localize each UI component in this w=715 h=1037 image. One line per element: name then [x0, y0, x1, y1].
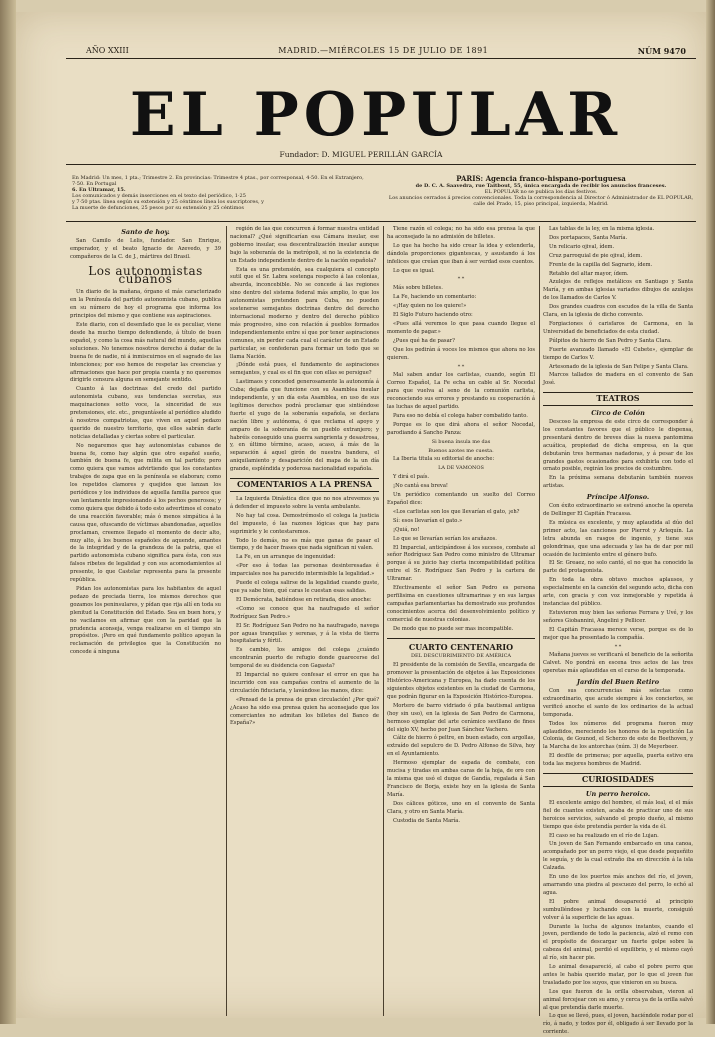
commentary-paragraph: Puede el colega salirse de la legalidad cuando guste, que ya sabe bien, qué caras le cuestan esas salidas.: [230, 580, 379, 594]
column-2: [230, 226, 379, 1016]
list-item: Frente de la capilla del Sagrario, ídem.: [549, 261, 653, 268]
list-item: Cruz parroquial de pie ojival, ídem.: [549, 252, 643, 259]
article-paragraph: Lo que se llevó, pues, el joven, haciéndole rodar por el río, á nado, y todos por él, obligado á ser llevado por la corriente.: [543, 1013, 693, 1036]
article-paragraph: Un periódico comentando un suelto del Correo Español dice:: [387, 492, 535, 506]
top-rule: [66, 58, 696, 59]
commentary-paragraph: El Sr. Rodríguez San Pedro no ha naufragado, navega por aguas tranquilas y serenas, y á la vista de tierra hospitalaria y fértil.: [230, 622, 379, 645]
section-rule: [387, 638, 535, 639]
place-date: MADRID.—MIÉRCOLES 15 DE JULIO DE 1891: [278, 46, 489, 55]
article-paragraph: Durante la lucha de algunos instantes, cuando el joven, perdiendo de todo la paciencia, alzó el remo con el propósito de descargar un fuerte golpe sobre la cabeza del animal, perdió el equilibrio, y el mismo cayó al río, sin hacer pie.: [543, 923, 693, 962]
subscription-line: 6. En Ultramar, 15.: [72, 187, 126, 193]
verse-line: Si buena ínsula me das: [431, 438, 491, 445]
article-paragraph: La Fe, haciendo un comentario:: [393, 294, 477, 301]
paris-agency-box: [388, 175, 694, 207]
article-paragraph: ¡Quiá, no!: [393, 526, 420, 533]
list-item: Retablo del altar mayor, ídem.: [549, 270, 629, 277]
newspaper-page: [16, 12, 706, 1036]
paris-line: EL POPULAR no se publica los días festivos.: [484, 189, 598, 195]
list-item: Azulejos de reflejos metálicos en Santiago y Santa María, y en ambas iglesias variados dibujos de azulejos de los llamados de Carlos V.: [543, 279, 693, 302]
subscription-line: En Madrid: Un mes, 1 pta.; Trimestre 2. En provincias: Trimestre 4 ptas., por corresponsal, 4·50. En el Extranjero, 7·50. En Portugal: [72, 175, 364, 187]
article-paragraph: Lastimaos y conceded generosamente la autonomía á Cuba; dejadla que funcione con su Asamblea insular independiente, y un día esta Asamblea, en uso de sus legítimos derechos podrá proclamar que sintiéndose fuerte el yugo de la soberanía española, se declara nación libre y autónoma, ó que reclama el apoyo y amparo de la soberanía de un pueblo extranjero; y habréis conseguido una guerra sangrienta y desastrosa, y, en último término, acaso, acaso, á más de la separación á aquel girón de nuestra bandera, el aniquilamiento y desaparición del mapa de la un día grande, espléndida y poderosa nacionalidad española.: [230, 379, 379, 473]
article-paragraph: El excelente amigo del hombre, el más leal, el el más fiel de cuantos existen, acaba de practicar uno de sus heroicos servicios, salvando el propio dueño, al mismo tiempo que éste pretendía perder la vida de él.: [543, 799, 693, 830]
article-quote: «Pues allá veremos lo que pasa cuando llegue el momento de pagar.»: [387, 320, 535, 335]
article-paragraph: Custodia de Santa María.: [393, 817, 461, 824]
article-paragraph: Los que fueron de la orilla observaban, vieron al animal forcejear con su amo, y cerca ya de la orilla salvó al que pretendía darle muerte.: [543, 988, 693, 1011]
article-paragraph: La Iberia titula su editorial de anoche:: [393, 456, 495, 463]
verse-line: Buenos azotes me cuesta.: [428, 447, 494, 454]
paris-line: de D. C. A. Saavedra, rue Taitbout, 55, única encargada de recibir los anuncios franceses.: [415, 183, 667, 189]
article-paragraph: El pobre animal desapareció al principio sumbulléndose y luchando con la muerte, consiguió volver á la superficie de las aguas.: [543, 898, 693, 921]
list-item: Púlpitos de hierro de San Pedro y Santa Clara.: [549, 337, 672, 344]
article-paragraph: Con éxito extraordinario se estrenó anoche la opereta de Dellinger El Capitán Fracassa.: [543, 503, 693, 517]
article-paragraph: Todos los números del programa fueron muy aplaudidos, mereciendo los honores de la repetición La Colonia, de Gounod, el Scherzo de este de Beethoven, y la Marcha de los antorchas (núm. 3) de Meyerbeer.: [543, 720, 693, 751]
article-paragraph: ¡No cantá esa breva!: [393, 483, 449, 490]
subscription-line: Los comunicados y demás inserciones en el texto del periódico, 1·25: [72, 193, 246, 199]
list-item: Forgiaciones ó carisfaros de Carmona, en la Universidad de beneficiados de esta ciudad.: [543, 320, 693, 335]
subheading: Jardín del Buen Retiro: [576, 678, 660, 687]
article-paragraph: Lo que se llevarían serían los arañazos.: [393, 535, 497, 542]
masthead-rule: [66, 164, 696, 165]
article-paragraph: Un joven de San Fernando embarcado en una canoa, acompañado por un perro viejo, el que desde pequeñito le seguía, y de la cual extraño iba en dirección á la isla Calzada.: [543, 841, 693, 872]
article-paragraph: Dos cálices góticos, uno en el convento de Santa Clara, y otro en Santa María.: [387, 800, 535, 815]
article-paragraph: ¡Dónde está pues, el fundamento de aspiraciones semejantes, y cual es el fin que con ellas se persigue?: [230, 362, 379, 377]
separator: * *: [457, 363, 465, 370]
subheading: Un perro heroico.: [585, 790, 651, 798]
saints-heading: Santo de hoy.: [121, 228, 170, 236]
article-paragraph: Y dirá el país.: [393, 474, 430, 481]
issue-year: AÑO XXIII: [86, 46, 129, 55]
commentary-paragraph: La Fe, en un arranque de ingenuidad:: [236, 554, 336, 561]
subscription-line: y 7·50 ptas. línea según su extensión y 25 céntimos línea los suscriptores, y: [72, 199, 264, 205]
article-quote: Sí: esos llevarían el gato.»: [393, 517, 463, 524]
article-paragraph: En uno de los puertos más anchos del río, el joven, amarrando una piedra al pescuezo del perro, lo echó al agua.: [543, 874, 693, 896]
column-divider: [383, 226, 384, 1016]
article-paragraph: Estuvieron muy bien las señoras Ferrara y Uvé, y los señores Giobannini, Angelini y Pellicer.: [543, 609, 693, 624]
list-item: Las tablas de la ley, en la misma iglesia.: [549, 226, 655, 232]
article-paragraph: Lo animal desapareció, al cabo el pobre perro que antes le había querido matar, por lo que el joven fue trasladado por los suyos, que vinieron en su busca.: [543, 964, 693, 986]
article-paragraph: Con sus concurrencias más selectas como extraordinario, que acude siempre á los conciertos, se verificó anoche el santo de los ordinarios de la actual temporada.: [543, 688, 693, 718]
article-headline: Los autonomistas cubanos: [88, 263, 203, 286]
article-paragraph: Mortero de barro vidriado ó pila bautismal antigua (hoy sin uso), en la iglesia de San Pedro de Carmona, hermoso ejemplar del arte cerámico sevillano de fines del siglo XV, hecho por Juan Sánchez Vachero.: [387, 702, 535, 733]
list-item: Marcos tallados de madera en el convento de San José.: [543, 372, 693, 387]
article-paragraph: Tiene razón el colega; no ha sido esa prensa la que ha aconsejado la no admisión de billetes.: [387, 226, 535, 240]
article-paragraph: Cuanto á las doctrinas del credo del partido autonomista cubano, sus tendencias secretas, sus maquinaciones sotto voce, la sinceridad de sus pretensiones, etc. etc., preguntásele al periódico aludido á nosotros compatriotas, que viven en aquel pedazo querido de nuestro territorio, que ellos sabrán darle noticias detalladas y ciertas sobre el particular.: [70, 386, 221, 440]
article-paragraph: Esta es una pretensión, sea cualquiera el concepto sutil que el Sr. Labra sostenga respecto á las colonias, absurda, inconcebible. No se concede á las regiones sino dentro del sistema federal más amplio, lo que los autonomistas pretenden para Cuba, no pueden sostenerse semejantes doctrinas dentro del derecho internacional moderno y dentro del derecho público más progresivo, sino con relación á pueblos formados independientemente entre sí que por tener aspiraciones comunes, sin perder cada cual el carácter de un Estado particular, se confederan para formar un todo que se llama Nación.: [230, 266, 379, 360]
article-paragraph: Descoso la empresa de este circo de corresponder á los constantes favores que el público le dispensa, presentará dentro de breves días la nueva pantomima acuática, propiedad de dicha empresa, en la que debutarán tres hermanas nadadoras, y á pesar de los grandes gastos ocasionados para exhibirla con todo el ornato posible, regirán los precios de costumbre.: [543, 419, 693, 473]
founder-line: Fundador: D. MIGUEL PERILLÁN GARCÍA: [279, 150, 443, 159]
column-divider: [539, 226, 540, 1016]
column-4: [543, 226, 693, 1036]
article-paragraph: Que los pedirán á voces los mismos que ahora no los quieren.: [387, 346, 535, 361]
separator: * *: [457, 276, 465, 283]
article-paragraph: Mañana jueves se verificará el beneficio de la señorita Calvet. No pondrá en escena tres actos de las tres operetas más aplaudidas en el curso de la temporada.: [543, 652, 693, 675]
article-paragraph: Porque es lo que dirá ahora el señor Nocedal, parodiando á Sancho Panza:: [387, 421, 535, 436]
article-paragraph: El presidente de la comisión de Sevilla, encargada de promover la presentación de objetos á las Exposiciones Histórico-Americana y Europea, ha dado cuenta de los siguientes objetos existentes en la ciudad de Carmona, que podrán figurar en la Exposición Histórico-Europea.: [387, 662, 535, 700]
article-paragraph: El caso se ha realizado en el río de Lujan.: [549, 832, 659, 839]
article-quote: «¡Hay quien no los quiere!»: [393, 303, 467, 310]
list-item: Fuerte avanzado llamado «El Cubete», ejemplar de tiempo de Carlos V.: [543, 346, 693, 361]
article-paragraph: Hermoso ejemplar de espada de combate, con mucisa y tiradas en ambas caras de la hoja, de oro con la misma que usó el duque de Gandía, regalada á San Francisco de Borja, existe hoy en la iglesia de Santa María.: [387, 760, 535, 798]
commentary-quote: «Por eso á todas las personas desinteresadas é imparciales nos ha parecido intermisible la legalidad.»: [230, 563, 379, 578]
list-item: Artesonado de la iglesia de San Felipe y Santa Clara.: [549, 363, 689, 370]
commentary-paragraph: No hay tal cosa. Demostrémoslo el colega la justicia del impuesto, ó las razones lógicas que hay para suprimirle y le contestaremos.: [230, 512, 379, 535]
article-paragraph: Este diario, con el desenfado que le es peculiar, viene desde ha mucho tiempo defendiendo, á título de buen español, y como la cosa más natural del mundo, aquellas soluciones. No tenemos nosotros derecho á dudar de la buena fe de nadie, ni á inmiscuirnos en el sagrado de las intenciones; por eso hemos de respetar las creencias y afirmaciones que hace por propia cuenta y no queremos dirigirle censura alguna en semejante sentido.: [70, 322, 221, 384]
section-heading: COMENTARIOS A LA PRENSA: [230, 478, 379, 492]
article-paragraph: Lo que ha hecho ha sido crear la idea y extenderla, dándola proporciones gigantescas, y asustando á los infelices que creían que iban á ser verdad esos cuentos.: [387, 242, 535, 265]
saints-text: San Camilo de Lelis, fundador. San Enrique, emperador, y el beato Ignacio de Azevedo, y 39 compañeros de la C. de J., mártires del Brasil.: [70, 237, 221, 260]
list-item: Dos portapaces, Santa María.: [549, 234, 628, 241]
article-paragraph: Pidan los autonomistas para los habitantes de aquel pedazo de preciada tierra, los mismos derechos que gozamos los peninsulares, y pídan que rija allí en toda su plenitud la Constitución del Estado. Sea en buen hora, y no vacilamos en afirmar que con la paridad que la prudencia aconseja, venga realizarse en el tiempo sin propósitos. ¡Pero en qué fundamento político apoyan la reclamación de privilegios que la Constitución no concede á ninguna: [70, 585, 221, 656]
list-item: Dos grandes cuadros con escudos de la villa de Santa Clara, en la iglesia de dicho convento.: [543, 304, 693, 319]
article-paragraph: El Siglo Futuro haciendo otro:: [393, 312, 473, 319]
article-paragraph: El Imparcial, anticipándose á los sucesos, combate al señor Rodríguez San Pedro como ministro de Ultramar porque á su juicio hay cierta incompatibilidad política entre el Sr. Rodríguez San Pedro y la cartera de Ultramar.: [387, 544, 535, 583]
commentary-paragraph: El Imparcial no quiere confesar el error en que ha incurrido con sus campañas contra el aumento de la circulación fiduciaria, y lavándose las manos, dice:: [230, 672, 379, 694]
article-paragraph: De modo que no puede ser mas incompatible.: [393, 625, 514, 632]
dateline: [86, 46, 686, 56]
article-paragraph: Cáliz de hierro ó peltre, en buen estado, con argollas, extraído del sepulcro de D. Pedro Alfonso de Silva, hoy en el Ayuntamiento.: [387, 735, 535, 758]
commentary-paragraph: La Izquierda Dinástica dice que no nos atrevemos ya á defender el impuesto sobre la venta ambulante.: [230, 496, 379, 510]
paris-line: Los anuncios cerrados á precios convencionales. Toda la correspondencia al Director ó Administrador de EL POPULAR, calle del Prado, 15, piso principal, izquierda, Madrid.: [388, 195, 694, 207]
subscription-line: La muerte de defunciones, 25 pesos por su extensión y 25 céntimos: [72, 205, 244, 211]
article-paragraph: El desfile de primeras; por aquella, puerta estivo era toda las mejores hombres de Madrid.: [543, 753, 693, 768]
commentary-paragraph: Es cambio, los amigos del colega ¿cuándo encontrarán puerto de refugio donde guarecerse del temporal de su disidencia con Gagasta?: [230, 647, 379, 670]
article-quote: «Los carlistas son los que llevarían el gato, ¡eh?: [393, 508, 520, 515]
separator: * *: [614, 643, 622, 650]
header-bottom-rule: [66, 221, 696, 222]
column-divider: [226, 226, 227, 1016]
page-edge: [706, 0, 715, 1024]
section-heading: CURIOSIDADES: [543, 773, 693, 787]
article-paragraph: No negaremos que hay autonomistas cubanos de buena fe, como hay algún que otro español sueño, también de buena fe, que milita en tal partido; pero como quiera que vamos advirtiendo que los constantes trabajos de zapa que en la península se elaboran; como los repetidos clamores y quejidos que lanzan los periódicos y los individuos de aquella familia parece que van lentamente impresionando á los pechos generosos; y como quiera que debido á todo esto advertimos el conato de una reacción favorable; más ó menos simpática á la causa que, ofuscando de víctimas abandonadas, aquellos proclaman, creemos llegado el momento de decir alto, muy alto, á los buenos españoles de aquende, amantes de la integridad y de la grandeza de la patria, que el partido autonomista cubano significa para ésta, con sus falsos ribetes de legalidad y con sus acomodamientos al presente, lo que Castelar representa para la presente república.: [70, 442, 221, 584]
article-paragraph: Mal saben andar los carlistas, cuando, según El Correo Español, La Fe echa un cable al Sr. Nocedal para que vuelva al seno de la comunión carlista, reconociendo sus errores y prestando su cooperación á las luchas de aquel partido.: [387, 372, 535, 411]
section-subheading: DEL DESCUBRIMIENTO DE AMÉRICA: [410, 653, 512, 660]
issue-number: NÚM 9470: [637, 46, 686, 56]
article-paragraph: Un diario de la mañana, órgano el más caracterizado en la Península del partido autonomista cubano, publica en su número de hoy el programa que informa los principios del mismo y que contiene sus aspiraciones.: [70, 289, 221, 320]
commentary-quote: «Como se conoce que ha naufragado el señor Rodríguez San Pedro.»: [230, 605, 379, 620]
section-heading: TEATROS: [543, 392, 693, 406]
article-paragraph: Es música es excelente, y muy aplaudida al dúo del primer acto, las canciones por Pierrot y Arlequín. La letra abunda en rasgos de ingenio, y tiene sus golondrinas, que una adecuada y las ha de dar por mil ocasión de lucimiento entre el género bufo.: [543, 519, 693, 558]
subheading: Príncipe Alfonso.: [586, 493, 650, 502]
article-paragraph: El Capitán Fracassa merece verse, porque es de lo mejor que ha presentado la compañía.: [543, 626, 693, 641]
binding-spine: [0, 0, 16, 1024]
column-3: [387, 226, 535, 1016]
column-1: [70, 226, 221, 1016]
masthead-title: EL POPULAR: [129, 80, 623, 150]
article-paragraph: En toda la obra obtuvo muchos aplausos, y especialmente en la canción del segundo acto, dicha con arte, con gracia y con voz inmejorable y repetida á instancias del público.: [543, 577, 693, 607]
subscription-box: [72, 175, 372, 211]
section-heading: CUARTO CENTENARIO: [408, 641, 514, 652]
commentary-paragraph: Todo lo demás, no es más que ganas de pasar el tiempo, y de hacer frases que nada significan ni valen.: [230, 537, 379, 552]
article-paragraph: Más sobre billetes.: [393, 285, 443, 292]
commentary-paragraph: El Demócrata, batiéndose en retirada, dice anoche:: [236, 596, 372, 603]
article-paragraph: región de las que concurren á formar nuestra entidad nacional? ¿Qué significarían esa Cámara insular, ese gobierno insular, esa descentralización insular aunque bajo la soberanía de la metrópoli, si no la existencia de un Estado independiente dentro de la nación española?: [230, 226, 379, 264]
caption-line: LA DE VAMONOS: [438, 465, 484, 472]
article-paragraph: ¿Pues qué ha de pasar?: [393, 337, 455, 344]
list-item: Un relicario ojival, ídem.: [549, 243, 615, 250]
article-paragraph: El Sr. Greaez, no solo cantó, el no que ha conocido la parte del protagonista.: [543, 560, 693, 575]
paris-line: PARIS: Agencia franco-hispano-portuguesa: [456, 174, 626, 183]
article-paragraph: Para eso no debía el colega haber combatido tanto.: [393, 412, 528, 419]
commentary-quote: «Pensad de la prensa de gran circulación! ¿Por qué? ¿Acaso ha sido esa prensa quien ha aconsejado que los comerciantes no admitan los billetes del Banco de España?»: [230, 696, 379, 727]
article-paragraph: En la próxima semana debutarán también nuevos artistas.: [543, 475, 693, 490]
article-paragraph: Efectivamente el señor San Pedro es persona perfilisima en cuestiones ultramarinas y en sus largas campañas parlamentarias ha demostrado sus profundos conocimientos acerca del desenvolvimiento político y comercial de nuestras colonias.: [387, 585, 535, 623]
subheading: Circo de Colón: [591, 409, 645, 418]
article-paragraph: Lo que es igual.: [393, 267, 435, 274]
